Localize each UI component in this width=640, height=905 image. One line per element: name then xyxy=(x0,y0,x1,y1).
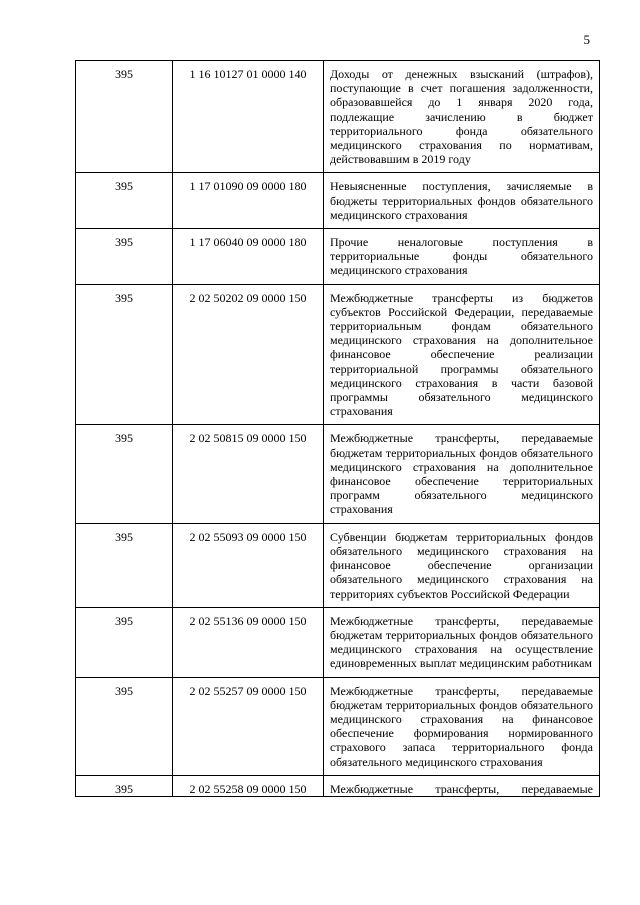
budget-code-cell: 2 02 50815 09 0000 150 xyxy=(173,425,324,523)
budget-classification-table xyxy=(75,60,600,797)
table-row xyxy=(76,229,600,285)
budget-code-cell: 2 02 55093 09 0000 150 xyxy=(173,523,324,607)
income-name-cell: Невыясненные поступления, зачисляемые в бюджеты территориальных фондов обязательного медицинского страхования xyxy=(324,173,600,229)
budget-code-cell: 2 02 50202 09 0000 150 xyxy=(173,284,324,425)
table-row xyxy=(76,775,600,796)
admin-code-cell: 395 xyxy=(76,607,173,677)
table-row xyxy=(76,284,600,425)
budget-code-cell: 2 02 55136 09 0000 150 xyxy=(173,607,324,677)
table-row xyxy=(76,523,600,607)
budget-code-cell: 1 16 10127 01 0000 140 xyxy=(173,61,324,173)
budget-code-cell: 1 17 01090 09 0000 180 xyxy=(173,173,324,229)
admin-code-cell: 395 xyxy=(76,229,173,285)
table-row xyxy=(76,425,600,523)
table-row xyxy=(76,61,600,173)
income-name-cell: Межбюджетные трансферты, передаваемые xyxy=(324,775,600,796)
income-name-cell: Межбюджетные трансферты, передаваемые бюджетам территориальных фондов обязательного медицинского страхования на финансовое обеспечение формирования нормированного страхового запаса территориального фонда обязательного медицинского страхования xyxy=(324,677,600,775)
income-name-cell: Межбюджетные трансферты, передаваемые бюджетам территориальных фондов обязательного медицинского страхования на осуществление единовременных выплат медицинским работникам xyxy=(324,607,600,677)
table-row xyxy=(76,173,600,229)
admin-code-cell: 395 xyxy=(76,425,173,523)
income-name-cell: Субвенции бюджетам территориальных фондов обязательного медицинского страхования на финансовое обеспечение организации обязательного медицинского страхования на территориях субъектов Российской Федерации xyxy=(324,523,600,607)
admin-code-cell: 395 xyxy=(76,61,173,173)
income-name-cell: Прочие неналоговые поступления в территориальные фонды обязательного медицинского страхования xyxy=(324,229,600,285)
admin-code-cell: 395 xyxy=(76,284,173,425)
admin-code-cell: 395 xyxy=(76,523,173,607)
page-number: 5 xyxy=(583,32,590,47)
income-name-cell: Доходы от денежных взысканий (штрафов), поступающие в счет погашения задолженности, образовавшейся до 1 января 2020 года, подлежащие зачислению в бюджет территориального фонда обязательного медицинского страхования по нормативам, действовавшим в 2019 году xyxy=(324,61,600,173)
income-name-cell: Межбюджетные трансферты, передаваемые бюджетам территориальных фондов обязательного медицинского страхования на дополнительное финансовое обеспечение территориальных программ обязательного медицинского страхования xyxy=(324,425,600,523)
budget-code-cell: 2 02 55257 09 0000 150 xyxy=(173,677,324,775)
admin-code-cell: 395 xyxy=(76,173,173,229)
admin-code-cell: 395 xyxy=(76,677,173,775)
income-name-cell: Межбюджетные трансферты из бюджетов субъектов Российской Федерации, передаваемые территориальным фондам обязательного медицинского страхования на дополнительное финансовое обеспечение реализации территориальной программы обязательного медицинского страхования в части базовой программы обязательного медицинского страхования xyxy=(324,284,600,425)
budget-code-cell: 2 02 55258 09 0000 150 xyxy=(173,775,324,796)
budget-code-cell: 1 17 06040 09 0000 180 xyxy=(173,229,324,285)
table-row xyxy=(76,677,600,775)
admin-code-cell: 395 xyxy=(76,775,173,796)
table-row xyxy=(76,607,600,677)
